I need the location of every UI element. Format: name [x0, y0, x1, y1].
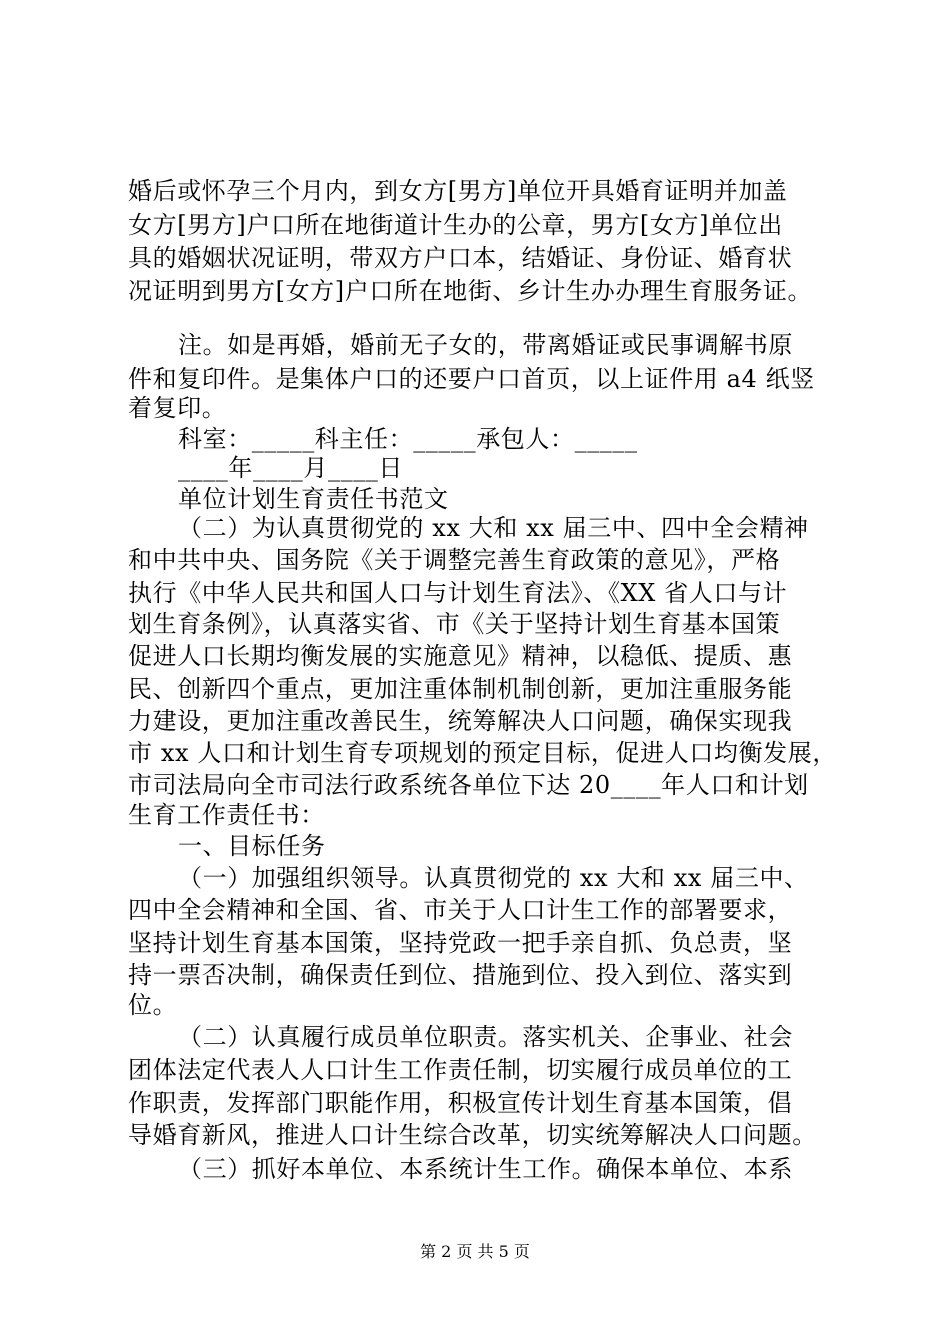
paragraph-line: 女方[男方]户口所在地街道计生办的公章，男方[女方]单位出	[128, 211, 783, 239]
paragraph-line: 市司法局向全市司法行政系统各单位下达 20____年人口和计划	[128, 771, 809, 799]
date-fields: ____年____月____日	[178, 454, 403, 482]
paragraph-line: 执行《中华人民共和国人口与计划生育法》、《XX 省人口与计	[128, 579, 788, 607]
paragraph-line: 坚持计划生育基本国策，坚持党政一把手亲自抓、负总责，坚	[128, 929, 793, 957]
paragraph-line: 力建设，更加注重改善民生，统筹解决人口问题，确保实现我	[128, 707, 793, 735]
paragraph-line: （三）抓好本单位、本系统计生工作。确保本单位、本系	[178, 1155, 793, 1183]
section-title: 单位计划生育责任书范文	[178, 485, 449, 513]
paragraph-line: 着复印。	[128, 394, 227, 422]
paragraph-line: 团体法定代表人人口计生工作责任制，切实履行成员单位的工	[128, 1056, 793, 1084]
paragraph-line: 位。	[128, 991, 178, 1019]
paragraph-line: （一）加强组织领导。认真贯彻党的 xx 大和 xx 届三中、	[178, 864, 809, 892]
paragraph-line: 件和复印件。是集体户口的还要户口首页，以上证件用 a4 纸竖	[128, 365, 815, 393]
section-heading: 一、目标任务	[178, 832, 326, 860]
paragraph-line: 作职责，发挥部门职能作用，积极宣传计划生育基本国策，倡	[128, 1089, 793, 1117]
paragraph-line: 和中共中央、国务院《关于调整完善生育政策的意见》，严格	[128, 546, 781, 574]
paragraph-line: 促进人口长期均衡发展的实施意见》精神，以稳低、提质、惠	[128, 642, 793, 670]
paragraph-line: 导婚育新风，推进人口计生综合改革，切实统筹解决人口问题。	[128, 1121, 817, 1149]
paragraph-line: 持一票否决制，确保责任到位、措施到位、投入到位、落实到	[128, 961, 793, 989]
paragraph-line: 划生育条例》，认真落实省、市《关于坚持计划生育基本国策	[128, 610, 781, 638]
paragraph-line: （二）为认真贯彻党的 xx 大和 xx 届三中、四中全会精神	[178, 514, 809, 542]
paragraph-line: （二）认真履行成员单位职责。落实机关、企事业、社会	[178, 1023, 793, 1051]
paragraph-line: 四中全会精神和全国、省、市关于人口计生工作的部署要求，	[128, 896, 793, 924]
paragraph-line: 市 xx 人口和计划生育专项规划的预定目标，促进人口均衡发展，	[128, 739, 837, 767]
paragraph-line: 注。如是再婚，婚前无子女的，带离婚证或民事调解书原	[178, 331, 793, 359]
paragraph-line: 况证明到男方[女方]户口所在地街、乡计生办办理生育服务证。	[128, 277, 813, 305]
paragraph-line: 民、创新四个重点，更加注重体制机制创新，更加注重服务能	[128, 675, 793, 703]
paragraph-line: 婚后或怀孕三个月内，到女方[男方]单位开具婚育证明并加盖	[128, 177, 788, 205]
signature-fields: 科室：_____科主任：_____承包人：_____	[178, 425, 638, 453]
paragraph-line: 具的婚姻状况证明，带双方户口本，结婚证、身份证、婚育状	[128, 244, 793, 272]
paragraph-line: 生育工作责任书：	[128, 801, 325, 829]
page-number-footer: 第 2 页 共 5 页	[420, 1242, 530, 1261]
